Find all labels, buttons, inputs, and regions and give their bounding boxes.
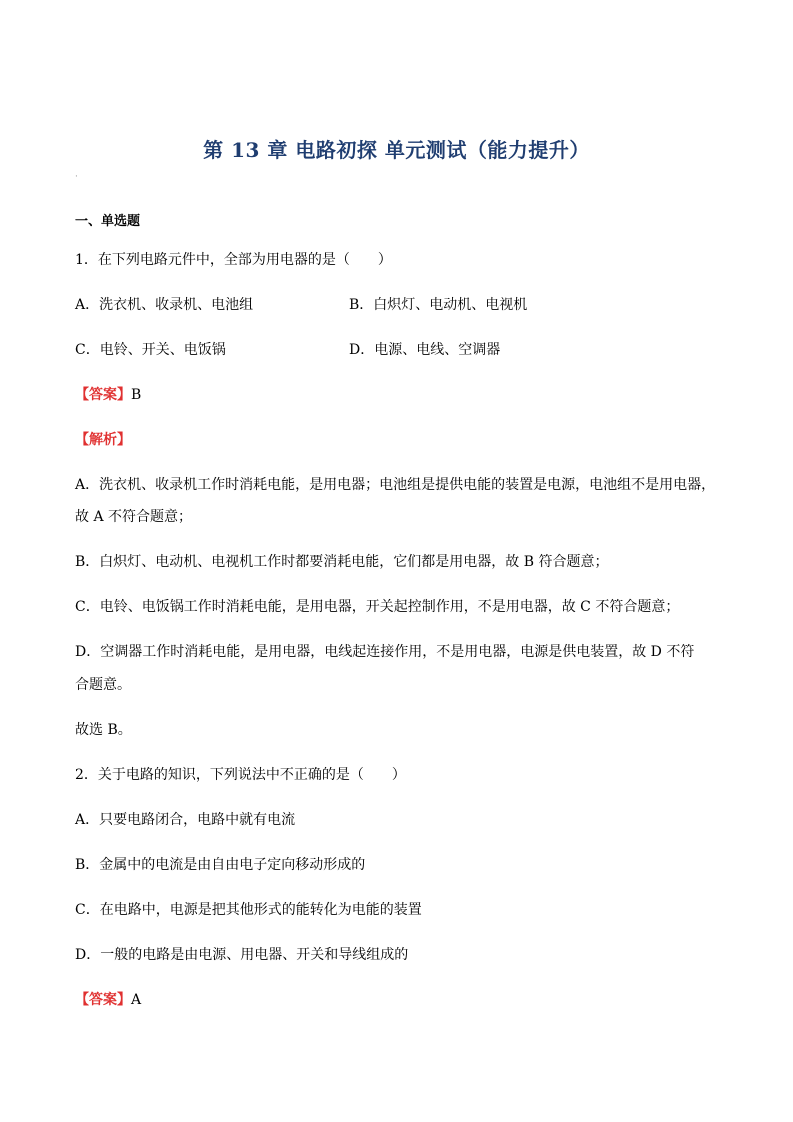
question-1-answer <box>75 385 141 405</box>
question-1-option-b: B．白炽灯、电动机、电视机 <box>349 297 528 313</box>
answer-label: 【答案】 <box>75 387 131 403</box>
analysis-line: 故 A 不符合题意； <box>75 509 193 525</box>
question-2-option-d: D．一般的电路是由电源、用电器、开关和导线组成的 <box>75 947 409 963</box>
analysis-conclusion: 故选 B。 <box>75 722 132 738</box>
question-1-option-c: C．电铃、开关、电饭锅 <box>75 342 226 358</box>
question-1-analysis-label: 【解析】 <box>75 432 131 448</box>
analysis-line: C．电铃、电饭锅工作时消耗电能，是用电器，开关起控制作用，不是用电器，故 C 不符合题意； <box>75 599 680 615</box>
document-title: 第 13 章 电路初探 单元测试（能力提升） <box>203 138 590 162</box>
question-1-option-d: D．电源、电线、空调器 <box>349 342 501 358</box>
section-heading: 一、单选题 <box>75 214 141 229</box>
answer-value: B <box>131 387 142 403</box>
analysis-line: A．洗衣机、收录机工作时消耗电能，是用电器；电池组是提供电能的装置是电源，电池组不是用电器， <box>75 477 716 493</box>
analysis-line: B．白炽灯、电动机、电视机工作时都要消耗电能，它们都是用电器，故 B 符合题意； <box>75 554 609 570</box>
answer-label: 【答案】 <box>75 992 131 1008</box>
question-1-option-a: A．洗衣机、收录机、电池组 <box>75 297 254 313</box>
question-2-stem: 2．关于电路的知识，下列说法中不正确的是（ ） <box>75 767 406 783</box>
answer-value: A <box>131 992 142 1008</box>
question-2-answer <box>75 990 141 1010</box>
title-mark: · <box>75 172 78 182</box>
question-2-option-c: C．在电路中，电源是把其他形式的能转化为电能的装置 <box>75 902 422 918</box>
analysis-line: D．空调器工作时消耗电能，是用电器，电线起连接作用，不是用电器，电源是供电装置，故 D 不符 <box>75 644 695 660</box>
analysis-line: 合题意。 <box>75 677 131 693</box>
question-1-stem: 1．在下列电路元件中，全部为用电器的是（ ） <box>75 252 392 268</box>
question-2-option-a: A．只要电路闭合，电路中就有电流 <box>75 812 296 828</box>
question-2-option-b: B．金属中的电流是由自由电子定向移动形成的 <box>75 857 366 873</box>
